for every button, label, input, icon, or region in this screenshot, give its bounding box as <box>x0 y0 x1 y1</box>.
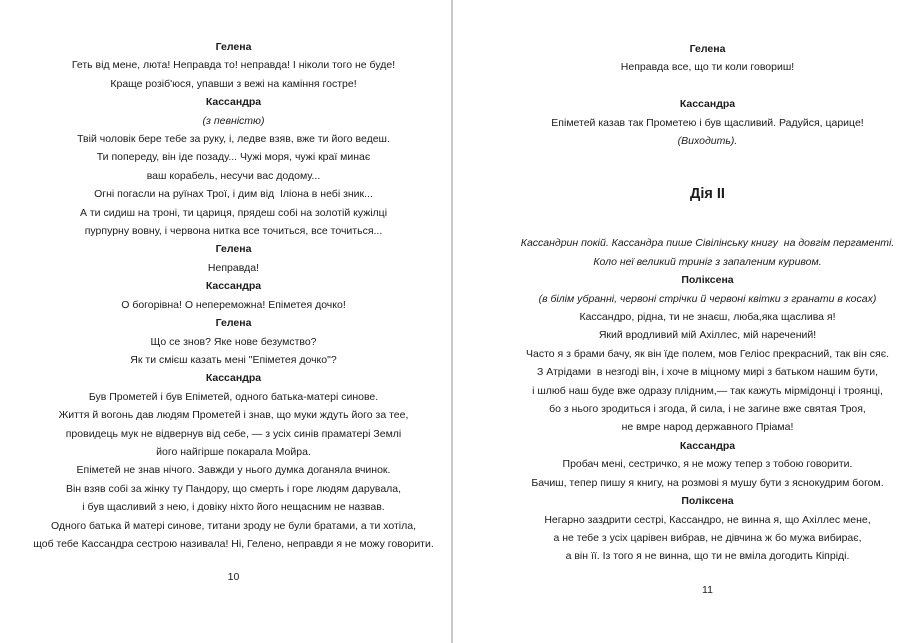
dialogue-line: Що се знов? Яке нове безумство? <box>150 335 317 348</box>
dialogue-line: Одного батька й матері синове, титани зроду не були братами, а ти хотіла, <box>50 519 417 532</box>
dialogue-line: Часто я з брами бачу, як він їде полем, мов Геліос прекрасний, так він сяє. <box>525 347 889 360</box>
dialogue-line: щоб тебе Кассандра сестрою називала! Ні, Гелено, неправди я не можу говорити. <box>33 537 434 550</box>
dialogue-line: А ти сидиш на троні, ти цариця, прядеш собі на золотій кужілці <box>79 206 388 219</box>
page-left <box>0 0 451 643</box>
page-number-left: 10 <box>227 571 240 584</box>
dialogue-line: З Атрідами в незгоді він, і хоче в міцному мирі з батьком нашим бути, <box>536 366 879 379</box>
character-name: Гелена <box>215 41 252 53</box>
act-heading: Дія II <box>690 186 725 203</box>
dialogue-line: Життя й вогонь дав людям Прометей і знав, що муки ждуть його за тее, <box>58 409 409 422</box>
dialogue-line: не вмре народ державного Пріама! <box>621 421 794 434</box>
character-name: Поліксена <box>681 274 734 287</box>
character-name: Кассандра <box>679 98 736 111</box>
page-right-content <box>513 40 902 566</box>
dialogue-line: Пробач мені, сестричко, я не можу тепер з тобою говорити. <box>562 458 853 471</box>
dialogue-line: Він взяв собі за жінку ту Пандору, що смерть і горе людям дарувала, <box>65 482 402 495</box>
dialogue-line: ваш корабель, несучи вас додому... <box>146 169 321 182</box>
dialogue-line: провидець мук не відвернув від себе, — з усіх синів праматері Землі <box>65 427 402 440</box>
blank-line <box>513 77 902 95</box>
dialogue-line: Епіметей казав так Прометею і був щасливий. Радуйся, царице! <box>551 116 864 129</box>
dialogue-line: бо з нього зродиться і згода, й сила, і не загине вже святая Троя, <box>549 403 866 416</box>
dialogue-line: Краще розіб'юся, упавши з вежі на каміння гостре! <box>110 77 357 90</box>
dialogue-line: Огні погасли на руїнах Трої, і дим від Іліона в небі зник... <box>94 188 373 201</box>
character-name: Кассандра <box>679 439 736 452</box>
character-name: Кассандра <box>205 280 262 293</box>
dialogue-line: Був Прометей і був Епіметей, одного батька-матері синове. <box>88 390 379 403</box>
dialogue-line: пурпурну вовну, і червона нитка все точиться, все точиться... <box>84 225 383 238</box>
dialogue-line: О богорівна! О непереможна! Епіметея дочко! <box>121 298 346 311</box>
dialogue-line: а він її. Із того я не винна, що ти не вміла догодить Кіпріді. <box>565 550 850 563</box>
dialogue-line: і шлюб наш буде вже одразу плідним,— так кажуть мірмідонці і троянці, <box>532 384 883 397</box>
dialogue-line: Геть від мене, люта! Неправда то! неправда! І ніколи того не буде! <box>71 59 396 72</box>
dialogue-line: Неправда все, що ти коли говориш! <box>620 61 795 74</box>
dialogue-line: і був щасливий з нею, і довіку ніхто його нещасним не назвав. <box>82 501 385 514</box>
character-name: Гелена <box>215 317 252 330</box>
character-name: Поліксена <box>681 495 734 508</box>
character-name: Гелена <box>215 243 252 256</box>
dialogue-line: Бачиш, тепер пишу я книгу, на розмові я мушу бути з яснокудрим богом. <box>531 476 884 489</box>
dialogue-line: Негарно заздрити сестрі, Кассандро, не винна я, що Ахіллес мене, <box>544 513 871 526</box>
dialogue-line: а не тебе з усіх царівен вибрав, не дівчина ж бо мужа вибирає, <box>553 531 862 544</box>
stage-direction: (з певністю) <box>202 114 265 127</box>
page-left-content <box>28 38 439 553</box>
dialogue-line: Епіметей не знав нічого. Завжди у нього думка доганяла вчинок. <box>76 464 391 477</box>
stage-direction: Коло неї великий триніг з запаленим куривом. <box>593 255 822 268</box>
stage-direction: Кассандрин покій. Кассандра пише Сівілінську книгу на довгім пергаменті. <box>520 237 895 250</box>
dialogue-line: Твій чоловік бере тебе за руку, і, ледве взяв, вже ти його ведеш. <box>77 133 390 146</box>
page-right <box>453 0 908 643</box>
stage-direction: (в білім убранні, червоні стрічки й червоні квітки з гранати в косах) <box>538 292 877 305</box>
page-number-right: 11 <box>702 583 713 596</box>
character-name: Кассандра <box>205 372 262 385</box>
character-name: Кассандра <box>205 96 262 109</box>
dialogue-line: Який вродливий мій Ахіллес, мій наречений! <box>598 329 817 342</box>
character-name: Гелена <box>689 43 726 55</box>
dialogue-line: Кассандро, рідна, ти не знаєш, люба,яка щаслива я! <box>579 311 836 324</box>
dialogue-line: Ти попереду, він іде позаду... Чужі моря, чужі краї минає <box>96 151 371 164</box>
stage-direction: (Виходить). <box>677 135 738 148</box>
dialogue-line: Як ти смієш казать мені "Епіметея дочко"? <box>130 353 337 366</box>
dialogue-line: його найгірше покарала Мойра. <box>156 445 311 458</box>
dialogue-line: Неправда! <box>207 261 260 274</box>
